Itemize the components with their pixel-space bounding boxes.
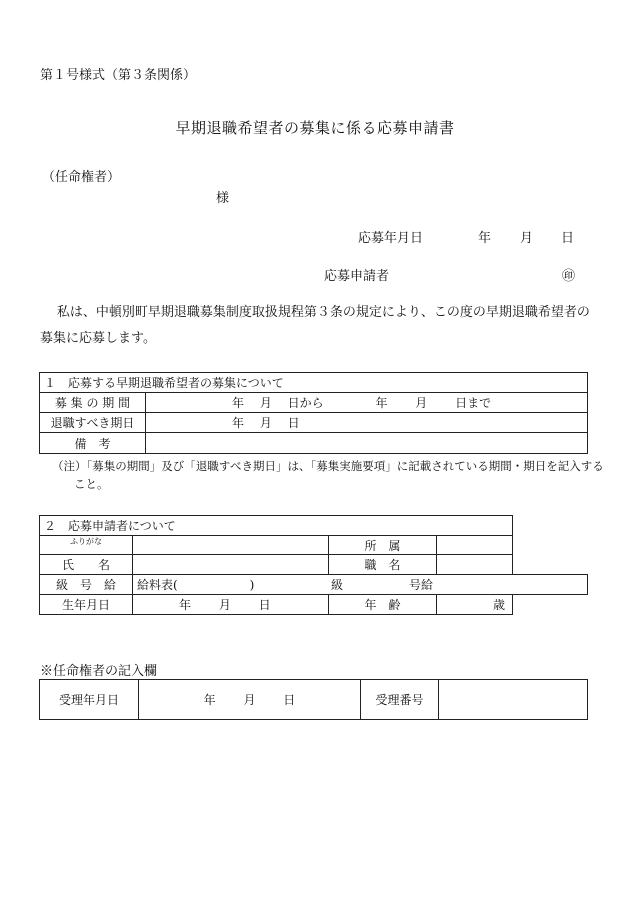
receipt-table	[39, 679, 588, 720]
application-date-month: 月	[520, 231, 534, 246]
recruitment-table	[39, 372, 588, 454]
application-date-year: 年	[478, 231, 492, 246]
grade-label: 級 号 給	[40, 575, 133, 595]
age-label: 年 齢	[329, 595, 437, 615]
furigana-field[interactable]	[133, 536, 329, 555]
birth-date-label: 生年月日	[40, 595, 133, 615]
application-date-day: 日	[561, 231, 575, 246]
section3-heading: ※任命権者の記入欄	[40, 664, 158, 679]
form-number: 第１号様式（第３条関係）	[40, 68, 197, 83]
retire-date-label: 退職すべき期日	[40, 413, 146, 433]
period-label: 募 集 の 期 間	[40, 393, 146, 413]
page-title: 早期退職希望者の募集に係る応募申請書	[175, 119, 455, 137]
declaration-text: 私は、中頓別町早期退職募集制度取扱規程第３条の規定により、この度の早期退職希望者の募集に応募します。	[40, 305, 590, 346]
section1-heading: １ 応募する早期退職希望者の募集について	[40, 373, 588, 393]
position-label: 職 名	[329, 555, 437, 575]
note-text: （注）「募集の期間」及び「退職すべき期日」は、「募集実施要項」に記載されている期間・期日を記入すること。	[52, 459, 604, 491]
received-date-label: 受理年月日	[40, 680, 139, 720]
application-date-label: 応募年月日	[358, 231, 424, 246]
received-no-field[interactable]	[439, 680, 588, 720]
kyu-label: 級	[330, 578, 343, 592]
applicant-label: 応募申請者	[324, 269, 390, 284]
applicant-table	[39, 515, 588, 615]
seal-icon: ㊞	[562, 269, 576, 284]
furigana-label: ふりがな	[40, 536, 133, 555]
received-no-label: 受理番号	[361, 680, 439, 720]
received-date-value[interactable]: 年 月 日	[139, 680, 361, 720]
position-field[interactable]	[437, 555, 513, 575]
salary-table-label: 給料表( )	[137, 578, 255, 592]
period-value[interactable]: 年 月 日から 年 月 日まで	[146, 393, 588, 413]
gokyu-label: 号給	[408, 578, 433, 592]
name-label: 氏 名	[40, 555, 133, 575]
affiliation-field[interactable]	[437, 536, 513, 555]
remarks-field[interactable]	[146, 433, 588, 454]
retire-date-value[interactable]: 年 月 日	[146, 413, 588, 433]
remarks-label: 備 考	[40, 433, 146, 454]
section2-heading: ２ 応募申請者について	[40, 516, 513, 536]
birth-date-value[interactable]: 年 月 日	[133, 595, 329, 615]
appointer-label: （任命権者）	[42, 170, 121, 185]
name-field[interactable]	[133, 555, 329, 575]
honorific-sama: 様	[216, 191, 230, 206]
grade-row[interactable]	[133, 575, 588, 595]
age-field[interactable]: 歳	[437, 595, 513, 615]
affiliation-label: 所 属	[329, 536, 437, 555]
